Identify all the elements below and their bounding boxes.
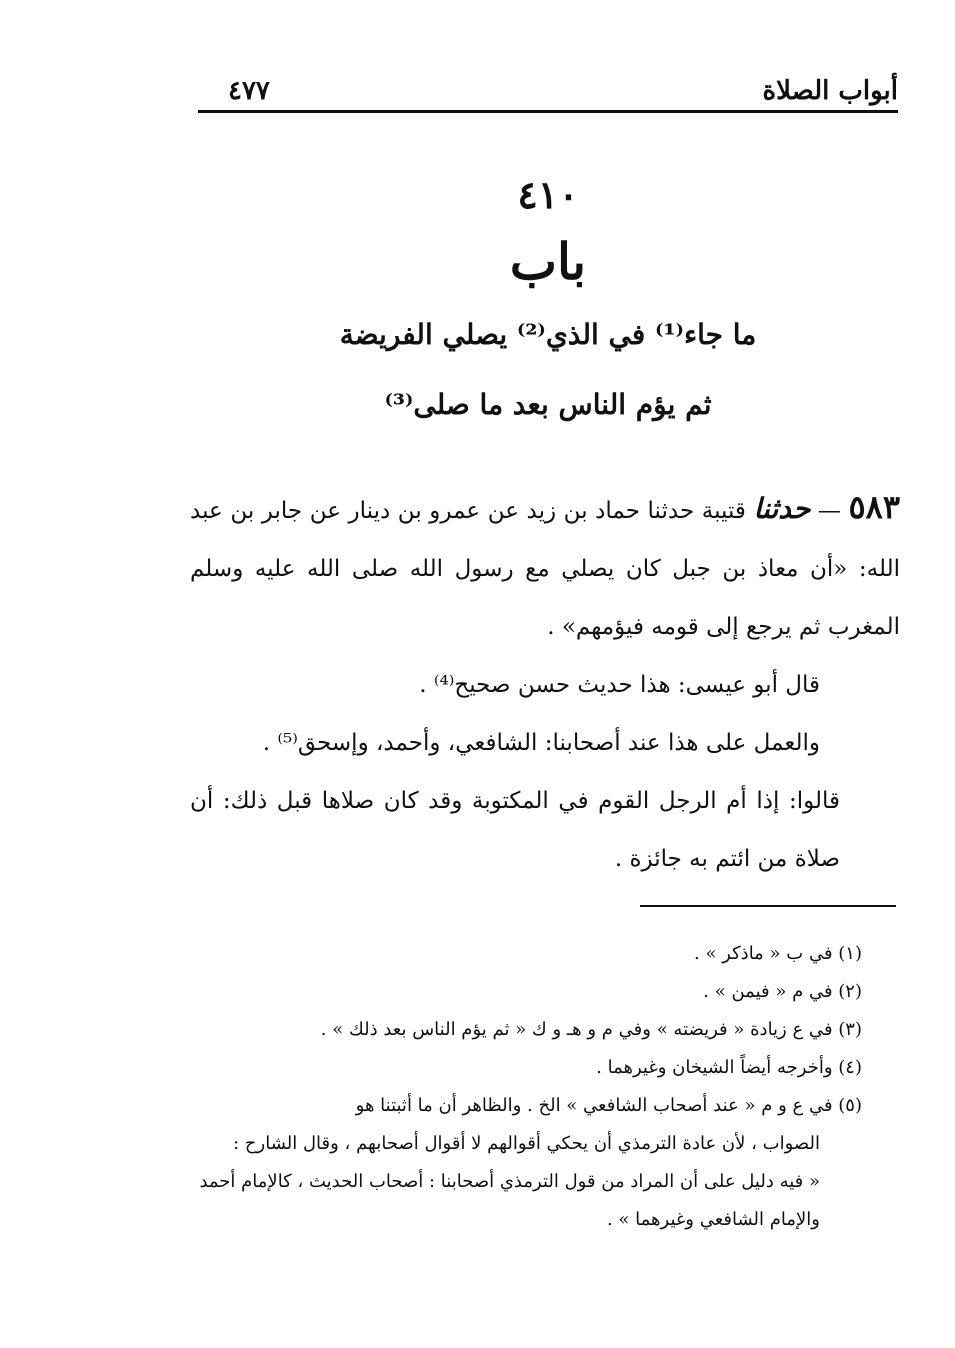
header-rule [198, 110, 898, 113]
commentary-line-2: والعمل على هذا عند أصحابنا: الشافعي، وأحمد، وإسحق⁽⁵⁾ . [262, 730, 820, 756]
commentary-line-3: قالوا: إذا أم الرجل القوم في المكتوبة وقد كان صلاها قبل ذلك: أن صلاة من ائتم به جائزة . [190, 788, 840, 872]
running-header [198, 62, 898, 106]
footnote-5-line-2: الصواب ، لأن عادة الترمذي أن يحكي أقوالهم لا أقوال أصحابهم ، وقال الشارح : [233, 1133, 820, 1154]
haddathana-word: حدثنا [753, 492, 811, 525]
footnote-3: (٣) في ع زيادة « فريضته » وفي م و هـ و ك « ثم يؤم الناس بعد ذلك » . [320, 1019, 862, 1040]
footnote-5-line-4: والإمام الشافعي وغيرهما » . [606, 1209, 820, 1230]
footnote-5-line-1: (٥) في ع و م « عند أصحاب الشافعي » الخ . والظاهر أن ما أثبتنا هو [355, 1095, 862, 1116]
chapter-heading-line-2: ثم يؤم الناس بعد ما صلى⁽³⁾ [384, 388, 712, 421]
footnotes [190, 935, 862, 1239]
footnote-1: (١) في ب « ماذكر » . [694, 943, 862, 964]
hadith-paragraph [190, 478, 900, 656]
footnote-2: (٢) في م « فيمن » . [703, 981, 862, 1002]
footnote-4: (٤) وأخرجه أيضاً الشيخان وغيرهما . [596, 1057, 862, 1078]
hadith-dash: — [810, 498, 849, 524]
footnote-rule [640, 905, 896, 907]
page-number: ٤٧٧ [228, 76, 270, 106]
chapter-title: باب [509, 232, 587, 291]
commentary-line-1: قال أبو عيسى: هذا حديث حسن صحيح⁽⁴⁾ . [419, 672, 820, 698]
hadith-text: قتيبة حدثنا حماد بن زيد عن عمرو بن دينار عن جابر بن عبد الله: «أن معاذ بن جبل كان يصلي مع رسول الله صلى الله عليه وسلم المغرب ثم يرجع إلى قومه فيؤمهم» . [190, 498, 900, 640]
footnote-5-line-3: « فيه دليل على أن المراد من قول الترمذي أصحابنا : أصحاب الحديث ، كالإمام أحمد [199, 1171, 820, 1192]
hadith-number: ٥٨٣ [848, 488, 900, 526]
chapter-number: ٤١٠ [517, 172, 579, 217]
chapter-heading-line-1: ما جاء⁽¹⁾ في الذي⁽²⁾ يصلي الفريضة [339, 318, 757, 351]
main-text [190, 478, 900, 888]
running-title: أبواب الصلاة [762, 76, 898, 106]
